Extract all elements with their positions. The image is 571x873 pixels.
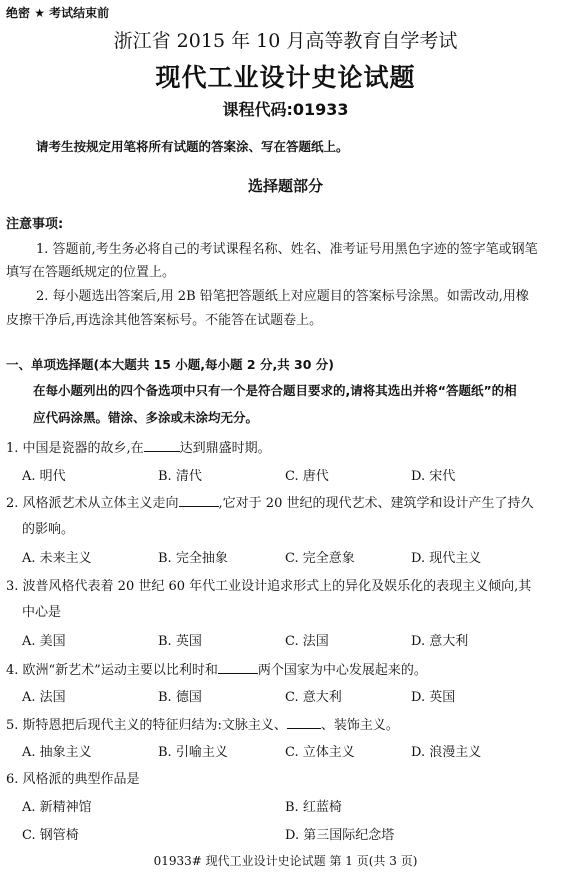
q1-option-b: B. 清代 [158,469,202,484]
q6-option-b: B. 红蓝椅 [285,800,342,815]
q3-option-a: A. 美国 [22,634,66,649]
answer-blank [287,718,321,729]
stem-text: 5. 斯特恩把后现代主义的特征归结为:文脉主义、 [6,718,287,733]
q3-option-d: D. 意大利 [411,634,469,649]
q2-option-d: D. 现代主义 [411,551,482,566]
q6-option-c: C. 钢管椅 [22,828,79,843]
q6-option-d: D. 第三国际纪念塔 [285,828,395,843]
question-3-stem-line-2: 中心是 [22,605,62,620]
note-2-line-1: 2. 每小题选出答案后,用 2B 铅笔把答题纸上对应题目的答案标号涂黑。如需改动,用橡 [36,289,529,304]
instruction: 请考生按规定用笔将所有试题的答案涂、写在答题纸上。 [36,139,349,154]
question-4-stem [6,659,427,678]
q4-option-c: C. 意大利 [285,690,342,705]
stem-text: 2. 风格派艺术从立体主义走向 [6,496,179,511]
page-footer: 01933# 现代工业设计史论试题 第 1 页(共 3 页) [153,854,418,868]
question-3-stem: 3. 波普风格代表着 20 世纪 60 年代工业设计追求形式上的异化及娱乐化的表现主义倾向,其 [6,579,532,594]
part1-desc-line-1: 在每小题列出的四个备选项中只有一个是符合题目要求的,请将其选出并将“答题纸”的相 [33,383,517,398]
q2-option-a: A. 未来主义 [22,551,92,566]
stem-text: 4. 欧洲“新艺术”运动主要以比利时和 [6,663,218,678]
q3-option-c: C. 法国 [285,634,329,649]
question-1-stem [6,437,271,456]
q5-option-c: C. 立体主义 [285,745,355,760]
question-5-stem [6,714,399,733]
star-icon: ★ [34,6,45,20]
stem-text: 达到鼎盛时期。 [179,441,271,456]
note-1-line-1: 1. 答题前,考生务必将自己的考试课程名称、姓名、准考证号用黑色字迹的签字笔或钢笔 [36,242,538,257]
q1-option-a: A. 明代 [22,469,66,484]
q5-option-b: B. 引喻主义 [158,745,228,760]
q5-option-a: A. 抽象主义 [22,745,92,760]
stem-text: 1. 中国是瓷器的故乡,在 [6,441,144,456]
part1-heading: 一、单项选择题(本大题共 15 小题,每小题 2 分,共 30 分) [6,357,335,372]
answer-blank [144,441,180,452]
confidential-mark [6,4,109,21]
stem-text: 、装饰主义。 [320,718,399,733]
q6-option-a: A. 新精神馆 [22,800,92,815]
secret-label: 绝密 [6,6,31,20]
section-heading: 选择题部分 [247,177,323,195]
secret-note: 考试结束前 [49,6,110,20]
question-2-stem [6,492,534,511]
part1-desc-line-2: 应代码涂黑。错涂、多涂或未涂均无分。 [33,410,259,425]
exam-line: 浙江省 2015 年 10 月高等教育自学考试 [113,30,458,52]
note-2-line-2: 皮擦干净后,再选涂其他答案标号。不能答在试题卷上。 [6,313,323,328]
course-code: 课程代码:01933 [222,100,349,119]
note-1-line-2: 填写在答题纸规定的位置上。 [6,265,176,280]
question-2-stem-line-2: 的影响。 [22,522,75,537]
q1-option-d: D. 宋代 [411,469,456,484]
q2-option-c: C. 完全意象 [285,551,355,566]
answer-blank [218,663,258,674]
answer-blank [179,496,219,507]
q4-option-a: A. 法国 [22,690,66,705]
notes-heading: 注意事项: [6,217,64,232]
q4-option-b: B. 德国 [158,690,202,705]
q4-option-d: D. 英国 [411,690,456,705]
stem-text: 两个国家为中心发展起来的。 [257,663,427,678]
stem-text: ,它对于 20 世纪的现代艺术、建筑学和设计产生了持久 [218,496,534,511]
paper-title: 现代工业设计史论试题 [155,63,416,92]
q2-option-b: B. 完全抽象 [158,551,228,566]
question-6-stem: 6. 风格派的典型作品是 [6,772,140,787]
q5-option-d: D. 浪漫主义 [411,745,482,760]
q3-option-b: B. 英国 [158,634,202,649]
q1-option-c: C. 唐代 [285,469,329,484]
